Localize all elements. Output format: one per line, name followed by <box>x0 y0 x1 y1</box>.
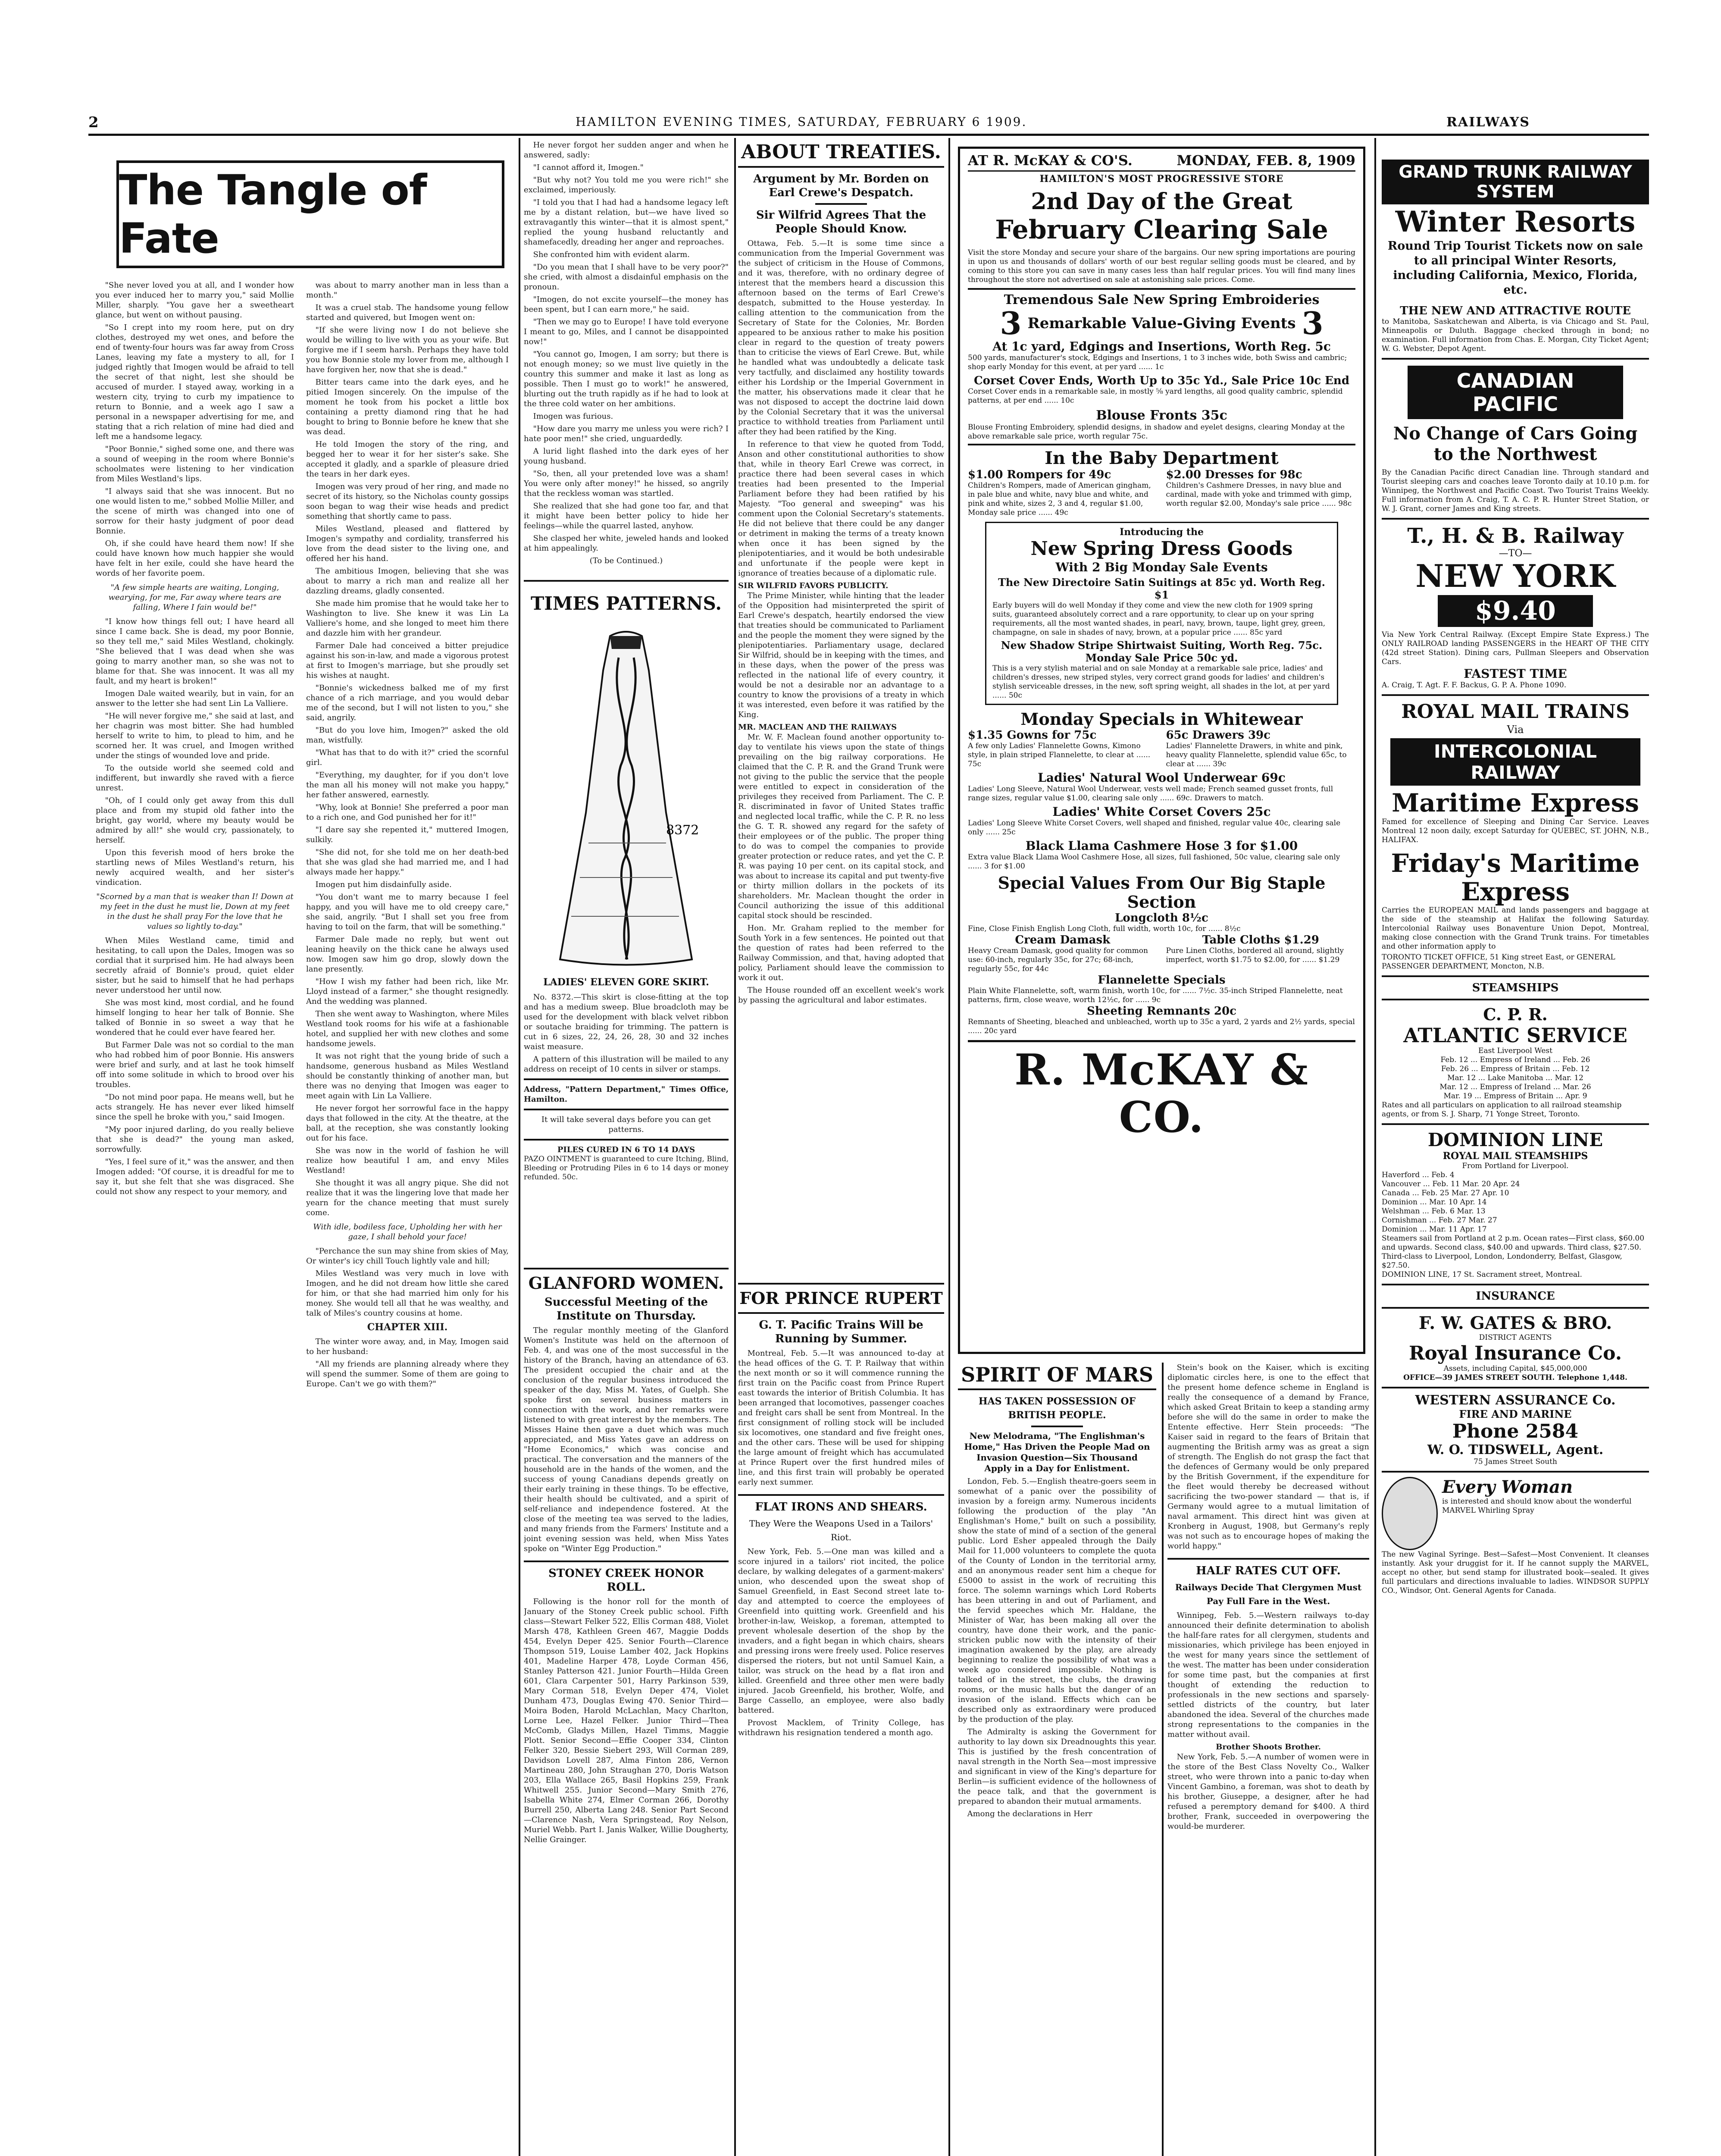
railways-column <box>1382 160 1649 2156</box>
rupert-body <box>738 1348 944 1490</box>
hose-desc: Extra value Black Llama Wool Cashmere Hose, all sizes, full fashioned, 50c value, clearing sale only ...... 3 for $1.00 <box>968 853 1340 871</box>
story-paragraph: "I know how things fell out; I have heard all since I came back. She is dead, my poor Bonnie, so they tell me," said Miles Westland, chokingly. "She believed that I was dead when she was going to marry another man, so she was not to blame for that. She was innocent. It was all my fault, and my heart is broken!" <box>96 617 294 686</box>
spirit-paragraph: The Admiralty is asking the Government for authority to lay down six Dreadnoughts this year. This is justified by the fresh concentration of naval strength in the North Sea—most impressive and significant in view of the King's departure for Berlin—is sufficient evidence of the hollowness of the peace talk, and that the government is prepared to abandon their mutual armaments. <box>958 1727 1156 1806</box>
story-paragraph: Imogen was furious. <box>533 412 613 421</box>
column-rule <box>519 138 520 2156</box>
insurance-heading: INSURANCE <box>1476 1290 1555 1303</box>
rule <box>524 1139 729 1141</box>
brother-title: Brother Shoots Brother. <box>1216 1742 1321 1752</box>
macklem-paragraph: Provost Macklem, of Trinity College, has withdrawn his resignation tendered a month ago. <box>738 1718 944 1737</box>
prince-rupert-article <box>738 1279 944 2156</box>
story-paragraph: Imogen was very proud of her ring, and made no secret of its history, so the Nicholas county gossips soon began to wag their wise heads and predict something that shortly came to pass. <box>306 482 509 521</box>
rule <box>524 1561 729 1562</box>
events-count: 3 <box>1000 305 1022 342</box>
story-paragraph: To the outside world she seemed cold and indifferent, but inwardly she raved with a fierce unrest. <box>96 764 294 793</box>
story-paragraph: "Do you mean that I shall have to be very poor?" she cried, with almost a disdainful emphasis on the pronoun. <box>524 263 729 291</box>
pattern-number: 8372 <box>666 823 699 838</box>
section-title: RAILWAYS <box>1446 115 1530 130</box>
half-rates-paragraph: Winnipeg, Feb. 5.—Western railways to-day announced their definite determination to abolish the half-fare rates for all clergymen, students and missionaries, which privilege has been enjoyed in the west for many years since the settlement of the west. The matter has been under consideration for some time past, but the companies at first thought of extending the reduction to professionals in the new sections and sparsely-settled districts of the country, but later abandoned the idea. Several of the churches made strong representations to the companies in the matter without avail. <box>1167 1611 1369 1739</box>
pattern-caption: LADIES' ELEVEN GORE SKIRT. <box>543 977 709 988</box>
stoney-creek-body <box>524 1597 729 1847</box>
story-paragraph: "So, then, all your pretended love was a sham! You were only after money!" he hissed, so angrily that the reckless woman was startled. <box>524 469 729 498</box>
column-rule <box>948 138 950 2156</box>
hose-title: Black Llama Cashmere Hose 3 for $1.00 <box>1025 839 1298 853</box>
rupert-title: FOR PRINCE RUPERT <box>739 1288 943 1308</box>
glanford-body <box>524 1326 729 1556</box>
rule <box>1382 1123 1649 1125</box>
flat-irons-title: FLAT IRONS AND SHEARS. <box>755 1501 927 1514</box>
treaties-article <box>738 140 944 1279</box>
story-paragraph: "How I wish my father had been rich, like Mr. Lloyd instead of a farmer," she thought resignedly. And the wedding was planned. <box>306 977 509 1006</box>
story-paragraph: The ambitious Imogen, believing that she was about to marry a rich man and realize all her dazzling dreams, gladly consented. <box>306 567 509 595</box>
spirit-title: SPIRIT OF MARS <box>961 1363 1154 1386</box>
mckay-store: AT R. McKAY & CO'S. <box>968 152 1133 169</box>
story-paragraph: Bitter tears came into the dark eyes, and he pitied Imogen sincerely. On the impulse of the moment he took from his pocket a little box containing a pretty diamond ring that he had bought to bring to Bonnie before he knew that she was dead. <box>306 378 509 436</box>
western-phone: Phone 2584 <box>1452 1420 1579 1442</box>
story-paragraph: "All my friends are planning already where they will spend the summer. Some of them are going to Europe. Can't we go with them?" <box>306 1360 509 1388</box>
glanford-article <box>524 1263 729 2156</box>
events-count: 3 <box>1302 305 1324 342</box>
story-paragraph: Imogen put him disdainfully aside. <box>315 880 452 889</box>
mckay-tagline: HAMILTON'S MOST PROGRESSIVE STORE <box>1039 173 1284 185</box>
rule <box>815 203 867 205</box>
story-paragraph: "Then we may go to Europe! I have told everyone I meant to go, Miles, and I cannot be disappointed now!" <box>524 317 729 346</box>
underwear-title: Ladies' Natural Wool Underwear 69c <box>1038 771 1286 785</box>
dresses-desc: Children's Cashmere Dresses, in navy blue and cardinal, made with yoke and trimmed with gimp, worth regular $2.00, Monday's sale price ...... 98c <box>1166 481 1352 508</box>
story-paragraph: "Imogen, do not excite yourself—the money has been spent, but I can earn more," he said. <box>524 295 729 314</box>
story-paragraph: She was most kind, most cordial, and he found himself longing to hear her talk of Bonnie. She talked of Bonnie in so sweet a way that he wondered that he could ever have feared her. <box>96 998 294 1037</box>
dominion-line-sub: ROYAL MAIL STEAMSHIPS <box>1443 1150 1588 1162</box>
story-paragraph: Imogen Dale waited wearily, but in vain, for an answer to the letter she had sent Lin La Valliere. <box>96 689 294 708</box>
damask-items <box>968 934 1355 974</box>
new-route-title: THE NEW AND ATTRACTIVE ROUTE <box>1400 304 1631 317</box>
atlantic-service-title: ATLANTIC SERVICE <box>1403 1024 1627 1047</box>
blouse-desc: Blouse Fronting Embroidery, splendid designs, in shadow and eyelet designs, clearing Monday at the above remarkable sale price, worth regular 75c. <box>968 423 1345 441</box>
royal-insurance-title: Royal Insurance Co. <box>1408 1342 1622 1364</box>
longcloth-desc: Fine, Close Finish English Long Cloth, full width, worth 10c, for ...... 8½c <box>968 924 1241 933</box>
sailing-row: Feb. 26 ... Empress of Britain ... Feb. 12 <box>1441 1065 1590 1073</box>
story-paragraph: "Yes, I feel sure of it," was the answer, and then Imogen added: "Of course, it is dreadful for me to say it, but she felt that she was disgraced. She could not show any respect to your memory, and <box>96 1157 294 1196</box>
treaties-paragraph: In reference to that view he quoted from Todd, Anson and other constitutional authorities to show that, while in theory Earl Crewe was correct, in practice there had been several cases in which treaties had been presented to the Imperial Parliament before they had been ratified by his Majesty. "Too general and sweeping" was his comment upon the Colonial Secretary's statements. He did not believe that there could be any danger or detriment in making the terms of a treaty known when once it has been signed by the plenipotentiaries, and it would be both undesirable and unfortunate if the people were kept in ignorance of treaties because of a diplomatic rule. <box>738 440 944 578</box>
table-cloths-desc: Pure Linen Cloths, bordered all around, slightly imperfect, worth $1.75 to $2.00, for ...... $1.29 <box>1166 946 1344 964</box>
times-patterns-ad <box>524 584 729 1261</box>
story-column-2 <box>306 280 509 2156</box>
cp-title: No Change of Cars Going to the Northwest <box>1393 423 1638 464</box>
rule <box>1382 1307 1649 1309</box>
winter-resorts-desc: Round Trip Tourist Tickets now on sale to all principal Winter Resorts, including California, Mexico, Florida, etc. <box>1387 239 1643 297</box>
treaties-subtitle: Argument by Mr. Borden on Earl Crewe's Despatch. <box>753 172 929 199</box>
story-poem: With idle, bodiless face, Upholding her with her gaze, I shall behold your face! <box>313 1222 502 1241</box>
drawers-title: 65c Drawers 39c <box>1166 729 1270 742</box>
new-route-desc: to Manitoba, Saskatchewan and Alberta, is via Chicago and St. Paul, Minneapolis or Duluth. Baggage checked through in bond; no examination. Full information from Chas. E. Morgan, City Ticket Agent; W. G. Webster, Depot Agent. <box>1382 317 1649 353</box>
damask-desc: Heavy Cream Damask, good quality for common use: 60-inch, regularly 35c, for 27c; 68-inch, regularly 55c, for 44c <box>968 946 1148 973</box>
thb-desc: Via New York Central Railway. (Except Empire State Express.) The ONLY RAILROAD landing PASSENGERS in the HEART OF THE CITY (42d street Station). Dining cars, Pullman Sleepers and Observation Cars. <box>1382 630 1649 666</box>
pattern-address: Address, "Pattern Department," Times Office, Hamilton. <box>524 1085 729 1104</box>
story-paragraph: "He will never forgive me," she said at last, and her chagrin was most bitter. She had humbled herself to write to him, to plead to him, and he scorned her. It was cruel, and Imogen writhed under the stings of wounded love and pride. <box>96 711 294 760</box>
rule <box>968 288 1355 290</box>
rule <box>524 580 729 582</box>
story-paragraph: A lurid light flashed into the dark eyes of her young husband. <box>524 447 729 466</box>
story-paragraph: Miles Westland was very much in love with Imogen, and he did not dream how little she cared for him, or that she had married him only for his money. She would tell all that he was wealthy, and talk of Miles's country cousins at home. <box>306 1269 509 1318</box>
corset-ends-desc: Corset Cover ends in a remarkable sale, in mostly ⅝ yard lengths, all good quality cambric, splendid patterns, at per end ...... 10c <box>968 387 1343 405</box>
story-paragraph: Then she went away to Washington, where Miles Westland took rooms for his wife at a fashionable hotel, and supplied her with new clothes and some handsome jewels. <box>306 1009 509 1048</box>
treaties-paragraph: Hon. Mr. Graham replied to the member for South York in a few sentences. He pointed out that the question of rates had been referred to the Railway Commission, and that, having adopted that policy, Parliament should leave the commission to work it out. <box>738 924 944 982</box>
events-title: Remarkable Value-Giving Events <box>1027 315 1296 332</box>
story-paragraph: "My poor injured darling, do you really believe that she is dead?" the young man asked, sorrowfully. <box>96 1125 294 1154</box>
rule <box>1382 1387 1649 1388</box>
dress-goods-sub: With 2 Big Monday Sale Events <box>1055 560 1268 574</box>
pattern-desc-block <box>524 992 729 1182</box>
treaties-body <box>738 238 944 1008</box>
dresses-title: $2.00 Dresses for 98c <box>1166 468 1302 481</box>
dominion-from: From Portland for Liverpool. <box>1462 1162 1569 1170</box>
story-poem: "A few simple hearts are waiting, Longing, wearying, for me, Far away where tears are falling, Where I fain would be!" <box>108 583 282 612</box>
rule <box>1031 1426 1083 1427</box>
masthead-rule <box>88 134 1649 136</box>
column-rule <box>1162 1363 1164 2156</box>
story-paragraph: "But why not? You told me you were rich!" she exclaimed, imperiously. <box>524 175 729 194</box>
story-paragraph: Miles Westland, pleased and flattered by Imogen's sympathy and cordiality, transferred his love from the dead sister to the living one, and offered her his hand. <box>306 524 509 563</box>
western-assurance-title: WESTERN ASSURANCE Co. <box>1415 1393 1616 1408</box>
story-paragraph: She confronted him with evident alarm. <box>533 250 690 259</box>
every-woman-ad <box>1382 1477 1649 1550</box>
underwear-desc: Ladies' Long Sleeve, Natural Wool Underwear, vests well made; French seamed gusset fronts, full range sizes, regular value $1.00, clearing sale only ...... 69c. Drawers to match. <box>968 785 1333 802</box>
piles-title: PILES CURED IN 6 TO 14 DAYS <box>557 1145 695 1154</box>
dominion-office: DOMINION LINE, 17 St. Sacrament street, Montreal. <box>1382 1270 1582 1279</box>
gowns-desc: A few only Ladies' Flannelette Gowns, Kimono style, in plain striped Flannelette, to clear at ...... 75c <box>968 742 1151 768</box>
story-paragraph: She clasped her white, jeweled hands and looked at him appealingly. <box>524 534 729 553</box>
fridays-express-desc: Carries the EUROPEAN MAIL and lands passengers and baggage at the side of the steamship at Halifax the following Saturday. Intercolonial Railway uses Bonaventure Union Depot, Montreal, making close connection with the Grand Trunk trains. For timetables and other information apply to <box>1382 906 1649 951</box>
story-paragraph: He told Imogen the story of the ring, and begged her to wear it for her sister's sake. She accepted it gladly, and a sparkle of pleasure dried the tears in her dark eyes. <box>306 440 509 479</box>
masthead <box>88 113 1649 133</box>
mckay-headline-1: 2nd Day of the Great <box>1031 188 1292 215</box>
mckay-header <box>968 152 1355 172</box>
every-woman-desc: is interested and should know about the wonderful MARVEL Whirling Spray <box>1442 1497 1632 1515</box>
story-paragraph: But Farmer Dale was not so cordial to the man who had robbed him of poor Bonnie. His answers were brief and surly, and at last he took himself off into some solitude in which to brood over his troubles. <box>96 1040 294 1089</box>
thb-price: $9.40 <box>1438 595 1593 627</box>
directoire-title: The New Directoire Satin Suitings at 85c yd. Worth Reg. $1 <box>998 576 1325 601</box>
story-paragraph: It was a cruel stab. The handsome young fellow started and quivered, but Imogen went on: <box>306 303 509 322</box>
dress-goods-intro: Introducing the <box>1119 526 1204 538</box>
story-paragraph: She made him promise that he would take her to Washington to live. She knew it was Lin La Valliere's home, and she longed to meet him there and dazzle him with her grandeur. <box>306 599 509 638</box>
cpr-title: C. P. R. <box>1483 1005 1548 1024</box>
maritime-express-title: Maritime Express <box>1392 788 1639 818</box>
rompers-title: $1.00 Rompers for 49c <box>968 468 1111 481</box>
every-woman-title: Every Woman <box>1442 1477 1573 1497</box>
directoire-desc: Early buyers will do well Monday if they come and view the new cloth for 1909 spring suits, guaranteed absolutely correct and a rare opportunity, to clear up on your spring requirements, all the most wanted shades, in pearl, navy, brown, taupe, light grey, green, champagne, on sale in shades of navy, brown, at a popular price ...... 85c yard <box>992 601 1326 637</box>
story-paragraph: "Perchance the sun may shine from skies of May, Or winter's icy chill Touch lightly vale and hill; <box>306 1247 509 1266</box>
mckay-logo: R. McKAY & CO. <box>1014 1045 1309 1142</box>
dominion-note-2: Third-class to Liverpool, London, Londonderry, Belfast, Glasgow, $27.50. <box>1382 1252 1622 1270</box>
dominion-row: Canada ... Feb. 25 Mar. 27 Apr. 10 <box>1382 1189 1509 1197</box>
rule <box>524 1078 729 1080</box>
whitewear-items <box>968 729 1355 769</box>
story-paragraph: "If she were living now I do not believe she would be willing to live with you as your wife. But forgive me if I seem harsh. Perhaps they have told you how Bonnie stole my lover from me, although I have forgiven her, now that she is dead." <box>306 326 509 374</box>
story-paragraph: "But do you love him, Imogen?" asked the old man, wistfully. <box>306 726 509 745</box>
story-paragraph: "Why, look at Bonnie! She preferred a poor man to a rich one, and God punished her for it!" <box>306 803 509 822</box>
dominion-note: Steamers sail from Portland at 2 p.m. Ocean rates—First class, $60.00 and upwards. Second class, $40.00 and upwards. Third class, $27.50. <box>1382 1234 1645 1252</box>
rule <box>1167 1558 1369 1560</box>
rule <box>524 1109 729 1110</box>
gates-title: F. W. GATES & BRO. <box>1418 1313 1612 1333</box>
flat-irons-subtitle: They Were the Weapons Used in a Tailors' Riot. <box>749 1518 933 1542</box>
rule <box>958 1388 1156 1390</box>
stoney-creek-title: STONEY CREEK HONOR ROLL. <box>548 1567 704 1594</box>
story-paragraph: "What has that to do with it?" cried the scornful girl. <box>306 748 509 767</box>
royal-insurance-office: OFFICE—39 JAMES STREET SOUTH. Telephone 1,448. <box>1403 1373 1627 1382</box>
story-poem: "Scorned by a man that is weaker than I! Down at my feet in the dust he must lie, Down at my feet in the dust he shall pray For the love that he values so lightly to-day." <box>96 892 294 931</box>
story-paragraph: "So I crept into my room here, put on dry clothes, destroyed my wet ones, and before the end of twenty-four hours was far away from Cross Lanes, leaving my fate a mystery to all, for I judged rightly that Imogen would be afraid to tell the secret of that night, lest she should be accused of murder. I stayed away, working in a western city, trying to curb my impatience to return to Bonnie, and a week ago I saw a personal in a newspaper advertising for me, and stating that a rich relation of mine had died and left me a handsome legacy. <box>96 323 294 441</box>
flat-irons-body <box>738 1547 944 1740</box>
dominion-line-title: DOMINION LINE <box>1427 1129 1603 1150</box>
story-paragraph: It was not right that the young bride of such a handsome, generous husband as Miles Westland should be constantly thinking of another man, but there was no denying that Imogen was eager to meet again with Lin La Valliere. <box>306 1052 509 1100</box>
half-rates-title: HALF RATES CUT OFF. <box>1196 1564 1341 1577</box>
half-rates-subtitle: Railways Decide That Clergymen Must Pay Full Fare in the West. <box>1175 1582 1362 1606</box>
cp-desc: By the Canadian Pacific direct Canadian line. Through standard and Tourist sleeping cars and coaches leave Toronto daily at 10.10 p.m. for Winnipeg, the Northwest and Pacific Coast. Two Tourist Trains Weekly. Full information from A. Craig, T. A. C. P. R. Hunter Street Station, or W. J. Grant, corner James and King streets. <box>1382 468 1649 513</box>
patterns-title: TIMES PATTERNS. <box>531 593 722 614</box>
story-paragraph: The winter wore away, and, in May, Imogen said to her husband: <box>306 1337 509 1356</box>
glanford-title: GLANFORD WOMEN. <box>528 1273 724 1293</box>
column-rule <box>1374 138 1376 2156</box>
royal-insurance-assets: Assets, including Capital, $45,000,000 <box>1443 1364 1587 1373</box>
corset-covers-desc: Ladies' Long Sleeve White Corset Covers, well shaped and finished, regular value 40c, clearing sale only ...... 25c <box>968 819 1341 837</box>
story-paragraph: "You don't want me to marry because I feel happy, and you will have me to old creepy care," she said, angrily. "But I shall set you free from having to toil on the farm, that will be something." <box>306 893 509 931</box>
story-paragraph: "Do not mind poor papa. He means well, but he acts strangely. He has never ever liked himself since the spell he broke with you," said Imogen. <box>96 1093 294 1122</box>
shadow-stripe-desc: This is a very stylish material and on sale Monday at a remarkable sale price, ladies' and children's dresses, new striped styles, very correct grand goods for ladies' and children's stylish serviceable dresses, in the new, soft spring weight, all shades in the lot, at per yard ...... 50c <box>992 664 1330 700</box>
story-paragraph: "She never loved you at all, and I wonder how you ever induced her to marry you," said Mollie Miller, sharply. "You gave her a sweetheart glance, but went on without pausing. <box>96 281 294 320</box>
rupert-paragraph: Montreal, Feb. 5.—It was announced to-day at the head offices of the G. T. P. Railway that within the next month or so it will commence running the first train on the Pacific coast from Prince Rupert east towards the interior of British Columbia. It has been arranged that locomotives, passenger coaches and freight cars shall be sent from Montreal. In the first consignment of rolling stock will be included six locomotives, one standard and five freight ones, and the other cars. These will be used for shipping the large amount of freight which has accumulated at Prince Rupert over the first hundred miles of line, and this first train will probably be operated early next summer. <box>738 1349 944 1487</box>
rule <box>738 1494 944 1496</box>
story-paragraph: Farmer Dale had conceived a bitter prejudice against his son-in-law, and made a vigorous protest at first to Imogen's marriage, but she proudly set his wishes at naught. <box>306 641 509 680</box>
staple-title: Special Values From Our Big Staple Section <box>998 873 1326 912</box>
thb-fastest: FASTEST TIME <box>1464 667 1567 681</box>
spirit-paragraph: Stein's book on the Kaiser, which is exciting diplomatic circles here, is one to the effect that the present home defence scheme in England is really the consequence of a demand by France, which asked Great Britain to keep a standing army before she will do the same in order to make the Entente effective. Herr Stein proceeds: "The Kaiser said in regard to the fears of Britain that augmenting the British army was as great a sign of strength. The English do not grasp the fact that the defences of Germany would be only prepared by the British Government, if the expenditure for the fleet would thereby be decreased without sacrificing the two-power standard — that is, if Germany would agree to a mutual limitation of naval armament. This direct hint was given at Kronberg in August, 1908, but Germany's reply was not such as to encourage hopes of making the world happy." <box>1167 1363 1369 1551</box>
treaties-paragraph: The Prime Minister, while hinting that the leader of the Opposition had misinterpreted the spirit of Earl Crewe's despatch, heartily endorsed the view that treaties should be communicated to Parliament and the people the moment they were signed by the plenipotentiaries. Parliamentary usage, declared Sir Wilfrid, should be in keeping with the times, and in these days, when the power of the press was reflected in the national life of every country, it would be not a desirable nor an advantage to a country to know the provisions of a treaty in which it was interested, even before it was ratified by the King. <box>738 591 944 719</box>
story-paragraph: He never forgot her sudden anger and when he answered, sadly: <box>524 141 729 160</box>
brother-paragraph: New York, Feb. 5.—A number of women were in the store of the Best Class Novelty Co., Walker street, who were thrown into a panic to-day when Vincent Gambino, a foreman, was shot to death by his brother, Giuseppe, a designer, after he had refused a peremptory demand for $400. A third brother, Frank, succeeded in overpowering the would-be murderer. <box>1167 1752 1369 1831</box>
dress-goods-box <box>985 522 1338 705</box>
sailing-row: Mar. 19 ... Empress of Britain ... Apr. 9 <box>1443 1092 1587 1100</box>
thb-title: T., H. & B. Railway <box>1407 524 1624 548</box>
sailing-row: Mar. 12 ... Lake Manitoba ... Mar. 12 <box>1447 1074 1583 1082</box>
to-be-continued: (To be Continued.) <box>589 556 663 565</box>
table-cloths-title: Table Cloths $1.29 <box>1202 934 1319 946</box>
dominion-row: Haverford ... Feb. 4 <box>1382 1171 1455 1179</box>
tidswell-agent: W. O. TIDSWELL, Agent. <box>1427 1442 1604 1457</box>
spirit-body <box>958 1476 1156 1821</box>
glanford-subtitle: Successful Meeting of the Institute on Thursday. <box>544 1296 708 1322</box>
treaties-subhead: SIR WILFRID FAVORS PUBLICITY. <box>738 581 889 590</box>
story-title-box <box>116 160 504 268</box>
winter-resorts-title: Winter Resorts <box>1395 205 1636 238</box>
spirit-body-2 <box>1167 1363 1369 1554</box>
treaties-paragraph: Ottawa, Feb. 5.—It is some time since a communication from the Imperial Government was the subject of criticism in the House of Commons, and it was, therefore, with no ordinary degree of interest that the members heard a discussion this afternoon based on the terms of Earl Crewe's despatch, submitted to the House yesterday. In calling attention to the communication from the Secretary of State for the Colonies, Mr. Borden appeared to be anxious rather to make his position clear in regard to the question of treaty powers than to criticise the views of Earl Crewe. But, while he handled what was undoubtedly a delicate task very tactfully, and disclaimed any hostility towards either his Lordship or the Imperial Government in the matter, his observations made it clear that he was not disposed to accept the doctrine laid down by the Colonial Secretary that it was the universal practice to withhold treaties from Parliament until after they had been ratified by the King. <box>738 239 944 436</box>
chapter-heading: CHAPTER XIII. <box>367 1322 448 1333</box>
glanford-paragraph: The regular monthly meeting of the Glanford Women's Institute was held on the afternoon of Feb. 4, and was one of the most successful in the history of the Branch, having an attendance of 63. The president occupied the chair and at the conclusion of the regular business introduced the speaker of the day, Miss M. Yates, of Guelph. She spoke first on several business matters in connection with the work, and her remarks were listened to with great interest by the members. The Misses Haine then gave a duet which was much appreciated, and Miss Yates gave an address on "Home Economics," which was concise and practical. The conversation and the manners of the household are in the hands of the women, and the success of young Canadians depends greatly on their early training in these things. To be effective, their health should be cultivated, and a spirit of self-reliance and independence fostered. At the close of the meeting tea was served to the ladies, and many friends from the Farmers' Institute and a joint evening session was held, when Miss Yates spoke on "Winter Egg Production." <box>524 1326 729 1553</box>
rule <box>968 444 1355 445</box>
mckay-date: MONDAY, FEB. 8, 1909 <box>1177 152 1355 169</box>
story-paragraph: When Miles Westland came, timid and hesitating, to call upon the Dales, Imogen was so cordial that it surprised him. He had always been secretly afraid of Bonnie's proud, quiet elder sister, but he said to himself that he had perhaps never understood her until now. <box>96 936 294 995</box>
treaties-subtitle: Sir Wilfrid Agrees That the People Should Know. <box>756 209 926 235</box>
story-paragraph: "She did not, for she told me on her death-bed that she was glad she had married me, and I had always made her happy." <box>306 848 509 877</box>
spirit-paragraph: London, Feb. 5.—English theatre-goers seem in somewhat of a panic over the possibility of invasion by a foreign army. Numerous incidents following the production of the play "An Englishman's Home," built on such a possibility, show the state of mind of a section of the general public. Lord Esher appealed through the Daily Mail for 11,000 volunteers to complete the quota of the County of London in the territorial army, and an anonymous reader sent him a cheque for £5000 to assist in the work of recruiting this force. The solemn warnings which Lord Roberts has been uttering in and out of Parliament, and the fervid speeches which Mr. Haldane, the Minister of War, has been making all over the country, have done their work, and the panic-stricken public now with the intensity of their imagination awakened by the play, are already beginning to realize the possibility of what was a week ago considered impossible. Nothing is talked of in the street, the clubs, the drawing rooms, or the music halls but the danger of an invasion of the island. Effects which can be described only as extraordinary were produced by the production of the play. <box>958 1477 1156 1724</box>
column-rule <box>734 138 736 2156</box>
story-paragraph: "I dare say she repented it," muttered Imogen, sulkily. <box>306 825 509 844</box>
mckay-intro: Visit the store Monday and secure your share of the bargains. Our new spring importations are pouring in upon us and thousands of dollars' worth of our best regular selling goods must be cleared, and by coming to this store you can save in many cases less than half regular prices. You will find many lines throughout the store not advertised on sale at astonishing sale prices. Come. <box>968 248 1355 284</box>
story-paragraph: "Bonnie's wickedness balked me of my first chance of a rich marriage, and you would debar me of the second, but I will not listen to you," she said, angrily. <box>306 683 509 722</box>
story-paragraph: She realized that she had gone too far, and that it might have been better policy to hide her feelings—while the quarrel lasted, anyhow. <box>524 501 729 530</box>
treaties-paragraph: The House rounded off an excellent week's work by passing the agricultural and labor estimates. <box>738 986 944 1005</box>
rule <box>738 1283 944 1285</box>
dominion-row: Vancouver ... Feb. 11 Mar. 20 Apr. 24 <box>1382 1180 1520 1188</box>
pattern-note: It will take several days before you can get patterns. <box>541 1115 711 1134</box>
dominion-row: Cornishman ... Feb. 27 Mar. 27 <box>1382 1216 1497 1225</box>
story-paragraph: Upon this feverish mood of hers broke the startling news of Miles Westland's return, his newly acquired wealth, and her sister's vindication. <box>96 848 294 887</box>
thb-agent: A. Craig, T. Agt. F. F. Backus, G. P. A. Phone 1090. <box>1382 681 1567 689</box>
thb-to: —TO— <box>1499 548 1532 559</box>
page-number: 2 <box>88 114 99 131</box>
baby-items <box>968 468 1355 517</box>
treaties-paragraph: Mr. W. F. Maclean found another opportunity to-day to ventilate his views upon the state of things prevailing on the big railway corporations. He claimed that the C. P. R. and the Grand Trunk were not giving to the public the service that the people were entitled to expect in consideration of the privileges they received from Parliament. The C. P. R. discriminated in favor of United States traffic and neglected local traffic, while the C. P. R. no less the G. T. R. showed any regard for the safety of their employees or of the public. The proper thing to do was to compel the companies to provide greater protection or reduce rates, and yet the C. P. R. was paying 10 per cent. on its capital stock, and was about to increase its capital and put twenty-five or thirty million dollars in the pockets of its shareholders. Mr. Maclean thought the order in Council authorizing the issue of this additional capital stock should be rescinded. <box>738 733 944 920</box>
tidswell-address: 75 James Street South <box>1474 1457 1557 1466</box>
treaties-title: ABOUT TREATIES. <box>741 141 941 163</box>
edgings-desc: 500 yards, manufacturer's stock, Edgings and Insertions, 1 to 3 inches wide, both Swiss and cambric; shop early Monday for this event, at per yard ...... 1c <box>968 354 1347 371</box>
story-paragraph: Farmer Dale made no reply, but went out leaning heavily on the thick cane he always used now. Imogen saw him go drop, slowly down the lane presently. <box>306 935 509 974</box>
rule <box>1382 358 1649 360</box>
story-title: The Tangle of Fate <box>119 166 427 263</box>
flannelette-desc: Plain White Flannelette, soft, warm finish, worth 10c, for ...... 7½c. 35-inch Striped Flannelette, neat patterns, firm, close weave, worth 12½c, for ...... 9c <box>968 987 1343 1004</box>
woman-portrait-icon <box>1382 1477 1438 1550</box>
story-paragraph: He never forgot her sorrowful face in the happy days that followed in the city. At the theatre, at the ball, at the reception, she was constantly looking out for his face. <box>306 1104 509 1143</box>
story-paragraph: "You cannot go, Imogen, I am sorry; but there is not enough money; so we must live quietly in the country this summer and make it last as long as possible. Then I must go to work!" he answered, blurting out the truth rapidly as if he had to look at the three cold water on her ambitions. <box>524 350 729 408</box>
treaties-subhead: MR. MACLEAN AND THE RAILWAYS <box>738 723 897 732</box>
spirit-of-mars-article <box>958 1363 1156 2156</box>
rule <box>1382 1284 1649 1285</box>
rupert-subtitle: G. T. Pacific Trains Will be Running by Summer. <box>759 1319 923 1345</box>
masthead-title: HAMILTON EVENING TIMES, SATURDAY, FEBRUARY 6 1909. <box>576 115 1027 129</box>
sailings-note: Rates and all particulars on application to all railroad steamship agents, or from S. J. Sharp, 71 Yonge Street, Toronto. <box>1382 1101 1622 1119</box>
fridays-express-title: Friday's Maritime Express <box>1391 849 1640 906</box>
stoney-creek-paragraph: Following is the honor roll for the month of January of the Stoney Creek public school. Fifth class—Stewart Felker 522, Ellis Corman 488, Violet Marsh 478, Kathleen Green 467, Maggie Dodds 454, Evelyn Deper 425. Senior Fourth—Clarence Thompson 519, Louise Lamber 402, Jack Hopkins 401, Madeline Harper 478, Loyde Corman 456, Stanley Patterson 421. Junior Fourth—Hilda Green 601, Clara Carpenter 501, Harry Parkinson 539, Mary Corman 518, Evelyn Deper 474, Violet Dunham 473, Douglas Ewing 470. Senior Third—Moira Boden, Harold McLachlan, Macy Charlton, Lorne Lee, Hazel Felker. Junior Third—Thea McComb, Gladys Millen, Hazel Timms, Maggie Plott. Senior Second—Effie Cooper 334, Clinton Felker 320, Bessie Siebert 293, Will Corman 289, Davidson Lovell 287, Alma Finton 286, Vernon Martineau 280, John Straughan 270, Doris Watson 203, Ella Wallace 265, Basil Hopkins 259, Frank Whitwell 255. Junior Second—Mary Smith 276, Isabella White 274, Elmer Corman 266, Dorothy Burrell 250, Alberta Lang 248. Senior Part Second—Clarence Nash, Vera Springstead, Roy Nelson, Muriel Webb. Part I. Janis Walker, Willie Dougherty, Nellie Grainger. <box>524 1597 729 1844</box>
flannelette-title: Flannelette Specials <box>1098 974 1226 987</box>
canadian-pacific-logo: CANADIAN PACIFIC <box>1408 366 1623 419</box>
sheeting-title: Sheeting Remnants 20c <box>1087 1005 1236 1018</box>
sheeting-desc: Remnants of Sheeting, bleached and unbleached, worth up to 35c a yard, 2 yards and 2½ yards, special ...... 20c yard <box>968 1018 1355 1035</box>
grand-trunk-logo: GRAND TRUNK RAILWAY SYSTEM <box>1382 160 1649 204</box>
sailing-row: Feb. 12 ... Empress of Ireland ... Feb. 26 <box>1440 1056 1590 1064</box>
western-assurance-sub: FIRE AND MARINE <box>1459 1408 1572 1420</box>
story-paragraph: Oh, if she could have heard them now! If she could have known how much happier she would have felt in her exile, could she have heard the words of her favorite poem. <box>96 539 294 578</box>
dominion-row: Dominion ... Mar. 10 Apr. 14 <box>1382 1198 1487 1206</box>
spirit-subtitle-2: New Melodrama, "The Englishman's Home," Has Driven the People Mad on Invasion Question—Six Thousand Apply in a Day for Enlistment. <box>964 1431 1150 1473</box>
story-paragraph: "I told you that I had had a handsome legacy left me by a distant relation, but—we have lived so extravagantly this winter—that it is almost spent," replied the young husband reluctantly and shamefacedly, dreading her anger and reproaches. <box>524 198 729 247</box>
rule <box>1382 694 1649 696</box>
rule <box>524 1268 729 1269</box>
story-paragraph: "How dare you marry me unless you were rich? I hate poor men!" she cried, unguardedly. <box>524 424 729 443</box>
story-paragraph: "I cannot afford it, Imogen." <box>533 163 644 172</box>
royal-mail-title: ROYAL MAIL TRAINS <box>1401 701 1630 723</box>
royal-mail-via: Via <box>1507 724 1524 736</box>
corset-ends-title: Corset Cover Ends, Worth Up to 35c Yd., Sale Price 10c End <box>973 374 1349 387</box>
sailing-row: Mar. 12 ... Empress of Ireland ... Mar. 26 <box>1439 1083 1591 1091</box>
skirt-illustration <box>524 619 729 972</box>
rule <box>738 166 944 168</box>
maritime-express-desc: Famed for excellence of Sleeping and Dining Car Service. Leaves Montreal 12 noon daily, except Saturday for QUEBEC, ST. JOHN, N.B., HALIFAX. <box>1382 818 1649 844</box>
rule <box>1382 518 1649 520</box>
steamships-heading: STEAMSHIPS <box>1472 981 1559 994</box>
intercolonial-logo: INTERCOLONIAL RAILWAY <box>1390 738 1640 786</box>
dominion-row: Dominion ... Mar. 11 Apr. 17 <box>1382 1225 1487 1234</box>
every-woman-desc-2: The new Vaginal Syringe. Best—Safest—Most Convenient. It cleanses instantly. Ask your druggist for it. If he cannot supply the MARVEL, accept no other, but send stamp for illustrated book—sealed. It gives full particulars and directions invaluable to ladies. WINDSOR SUPPLY CO., Windsor, Ont. General Agents for Canada. <box>1382 1550 1649 1595</box>
story-paragraph: was about to marry another man in less than a month." <box>306 281 509 300</box>
shadow-stripe-title: New Shadow Stripe Shirtwaist Suiting, Worth Reg. 75c. Monday Sale Price 50c yd. <box>1001 639 1323 664</box>
story-paragraph: "Oh, of I could only get away from this dull place and from my stupid old father into the bright, gay world, where my beauty would be admired by all!" she would cry, passionately, to herself. <box>96 796 294 845</box>
spirit-continued <box>1167 1363 1369 2156</box>
rompers-desc: Children's Rompers, made of American gingham, in pale blue and white, navy blue and white, and pink and white, sizes 2, 3 and 4, regular $1.00, Monday sale price ...... 49c <box>968 481 1151 517</box>
embroideries-events <box>968 305 1355 342</box>
rule <box>1382 999 1649 1000</box>
longcloth-title: Longcloth 8½c <box>1115 912 1208 924</box>
whitewear-title: Monday Specials in Whitewear <box>1020 709 1303 729</box>
story-paragraph: She thought it was all angry pique. She did not realize that it was the lingering love that made her yearn for the chance meeting that must surely come. <box>306 1178 509 1217</box>
story-column-1 <box>96 280 294 2156</box>
rule <box>738 1312 944 1314</box>
corset-covers-title: Ladies' White Corset Covers 25c <box>1052 805 1271 819</box>
story-paragraph: "Poor Bonnie," sighed some one, and there was a sound of weeping in the room where Bonnie's schoolmates were listening to her vindication from Miles Westland's lips. <box>96 445 294 483</box>
dress-goods-title: New Spring Dress Goods <box>1030 538 1293 560</box>
edgings-title: At 1c yard, Edgings and Insertions, Worth Reg. 5c <box>992 339 1331 354</box>
flat-irons-paragraph: New York, Feb. 5.—One man was killed and a score injured in a tailors' riot incited, the police declare, by walking delegates of a garment-makers' union, who descended upon the sweat shop of Samuel Greenfield, in East Second street late to-day and attempted to coerce the employees of Greenfield into quitting work. Greenfield and his brother-in-law, Weiskop, a foreman, attempted to prevent wholesale desertion of the shop by the invaders, and a fight began in which chairs, shears and pressing irons were freely used. Police reserves dispersed the rioters, but not until Samuel Kain, a tailor, was struck on the head by a flat iron and killed. Greenfield and three other men were badly injured. Jacob Greenfield, his brother, Wolfe, and Barge Cassello, an employee, were also badly battered. <box>738 1547 944 1715</box>
half-rates-body <box>1167 1611 1369 1834</box>
pattern-description: A pattern of this illustration will be mailed to any address on receipt of 10 cents in silver or stamps. <box>524 1055 729 1074</box>
story-continued <box>524 140 729 576</box>
pattern-description: No. 8372.—This skirt is close-fitting at the top and has a medium sweep. Blue broadcloth may be used for the development with black velvet ribbon or soutache braiding for trimming. The pattern is cut in 6 sizes, 22, 24, 26, 28, 30 and 32 inches waist measure. <box>524 993 729 1051</box>
story-paragraph: She was now in the world of fashion he will realize how beautiful I am, and envy Miles Westland! <box>306 1146 509 1175</box>
baby-title: In the Baby Department <box>1045 448 1279 468</box>
mckay-logo-box <box>968 1040 1355 1141</box>
damask-title: Cream Damask <box>1015 934 1111 946</box>
spirit-subtitle: HAS TAKEN POSSESSION OF BRITISH PEOPLE. <box>978 1396 1136 1421</box>
blouse-title: Blouse Fronts 35c <box>1096 408 1227 423</box>
drawers-desc: Ladies' Flannelette Drawers, in white and pink, heavy quality Flannelette, splendid value 65c, to clear at ...... 39c <box>1166 742 1347 768</box>
spirit-paragraph: Among the declarations in Herr <box>967 1809 1092 1818</box>
story-paragraph: "I always said that she was innocent. But no one would listen to me," sobbed Mollie Miller, and the scene of mirth was changed into one of sorrow for their hasty judgment of poor dead Bonnie. <box>96 487 294 536</box>
thb-destination: NEW YORK <box>1415 558 1615 594</box>
rule <box>1382 1471 1649 1473</box>
sailings-header: East Liverpool West <box>1478 1047 1552 1055</box>
piles-text: PAZO OINTMENT is guaranteed to cure Itching, Blind, Bleeding or Protruding Piles in 6 to 14 days or money refunded. 50c. <box>524 1155 729 1181</box>
gates-sub: DISTRICT AGENTS <box>1479 1333 1552 1342</box>
mckay-headline-2: February Clearing Sale <box>995 215 1328 245</box>
intercolonial-office: TORONTO TICKET OFFICE, 51 King street East, or GENERAL PASSENGER DEPARTMENT, Moncton, N.B. <box>1382 953 1615 971</box>
story-paragraph: "Everything, my daughter, for if you don't love the man all his money will not make you happy," her father answered, earnestly. <box>306 771 509 799</box>
gowns-title: $1.35 Gowns for 75c <box>968 729 1097 742</box>
embroideries-title: Tremendous Sale New Spring Embroideries <box>1004 292 1320 307</box>
mckay-ad <box>958 147 1365 1354</box>
rule <box>1382 975 1649 977</box>
dominion-row: Welshman ... Feb. 6 Mar. 13 <box>1382 1207 1486 1216</box>
